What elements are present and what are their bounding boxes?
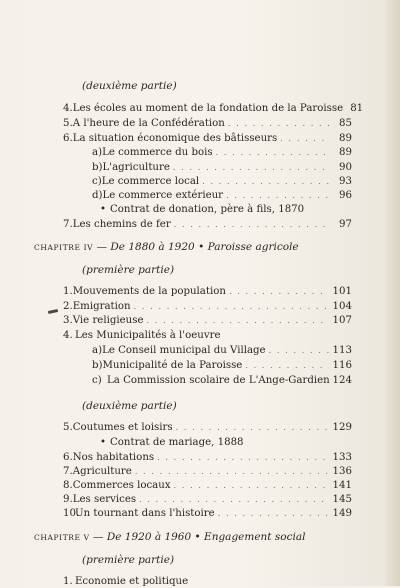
dot-leader: [202, 176, 329, 188]
dot-leader: [245, 360, 329, 372]
toc-entry-title: Le Conseil municipal du Village: [102, 345, 266, 356]
toc-entry-number: 10.: [63, 508, 80, 519]
toc-entry-page-number: 116: [332, 360, 352, 371]
chapter-title: — De 1880 à 1920 • Paroisse agricole: [93, 241, 299, 253]
toc-entry-number: d): [92, 190, 103, 201]
toc-entry-page-number: 141: [332, 480, 352, 491]
toc-entry-page-number: 107: [332, 315, 352, 326]
toc-entry-title: Un tournant dans l'histoire: [75, 508, 215, 519]
dot-leader: [269, 345, 329, 357]
toc-entry: [63, 452, 352, 464]
toc-entry: [63, 219, 352, 231]
toc-entry: [63, 466, 352, 478]
toc-entry-page-number: 124: [332, 375, 352, 386]
dot-leader: [146, 315, 329, 327]
toc-entry: [63, 315, 352, 327]
toc-entry-title: Le commerce local: [101, 176, 200, 187]
dot-leader: [157, 452, 329, 464]
toc-entry-page-number: 89: [339, 133, 352, 144]
toc-entry-title: Vie religieuse: [72, 315, 144, 326]
dot-leader: [173, 162, 329, 174]
dot-leader: [139, 494, 329, 506]
toc-entry-number: 8.: [63, 480, 73, 491]
toc-entry-title: Les services: [72, 494, 137, 505]
toc-entry: [63, 480, 352, 492]
toc-entry-page-number: 101: [332, 286, 352, 297]
toc-entry-title: Contrat de donation, père à fils, 1870: [110, 204, 305, 215]
toc-entry: [92, 162, 352, 174]
toc-entry-number: 5.: [63, 422, 73, 433]
toc-entry-number: 7.: [63, 466, 73, 477]
toc-entry-number: c): [92, 176, 102, 187]
toc-entry: [63, 422, 352, 434]
toc-entry: [63, 576, 352, 588]
chapter-heading: [34, 241, 299, 253]
toc-entry-number: 5.: [63, 118, 73, 129]
toc-entry-title: A l'heure de la Confédération: [72, 118, 225, 129]
part-heading: (deuxième partie): [82, 80, 177, 92]
toc-entry: [63, 103, 364, 115]
toc-entry-title: Emigration: [72, 301, 131, 312]
toc-entry-number: b): [92, 360, 103, 371]
toc-entry-number: c): [92, 375, 102, 386]
toc-entry-title: Les chemins de fer: [72, 219, 171, 230]
toc-entry-title: Economie et politique: [75, 576, 189, 587]
toc-entry-title: Contrat de mariage, 1888: [110, 437, 244, 448]
toc-entry-page-number: 133: [332, 452, 352, 463]
dot-leader: [174, 219, 329, 231]
toc-entry: [100, 437, 352, 449]
toc-entry-number: a): [92, 345, 103, 356]
toc-entry-number: 9.: [63, 494, 73, 505]
toc-entry-page-number: 97: [339, 219, 352, 230]
toc-entry-number: 4.: [63, 330, 73, 341]
toc-entry-page-number: 145: [332, 494, 352, 505]
toc-entry-number: 6.: [63, 133, 73, 144]
toc-entry-title: Le commerce du bois: [102, 147, 213, 158]
toc-entry-page-number: 96: [339, 190, 352, 201]
toc-entry: [92, 176, 352, 188]
toc-entry-number: a): [92, 147, 103, 158]
toc-entry-number: •: [100, 204, 107, 215]
toc-entry-page-number: 113: [332, 345, 352, 356]
toc-entry-number: •: [100, 437, 107, 448]
part-heading: (deuxième partie): [82, 400, 177, 412]
toc-entry-page-number: 89: [339, 147, 352, 158]
dot-leader: [135, 466, 329, 478]
toc-entry-number: 7.: [63, 219, 73, 230]
toc-entry-title: L'agriculture: [102, 162, 170, 173]
toc-entry-number: 1.: [63, 286, 73, 297]
toc-entry-page-number: 136: [332, 466, 352, 477]
toc-entry-title: Mouvements de la population: [72, 286, 226, 297]
chapter-number: CHAPITRE IV: [34, 243, 94, 252]
toc-entry-page-number: 104: [332, 301, 352, 312]
chapter-number: CHAPITRE V: [34, 533, 90, 542]
part-heading: (première partie): [82, 554, 175, 566]
toc-entry-page-number: 90: [339, 162, 352, 173]
page-gutter-shadow: [386, 0, 400, 586]
toc-entry-title: Les écoles au moment de la fondation de la Paroisse: [72, 103, 344, 114]
toc-entry: [63, 118, 352, 130]
toc-entry-page-number: 93: [339, 176, 352, 187]
toc-entry: [92, 360, 352, 372]
dot-leader: [176, 422, 329, 434]
toc-entry: [63, 494, 352, 506]
toc-entry: [63, 301, 352, 313]
toc-entry-title: Le commerce extérieur: [102, 190, 224, 201]
chapter-title: — De 1920 à 1960 • Engagement social: [89, 531, 306, 543]
dot-leader: [134, 301, 329, 313]
toc-entry-page-number: 85: [339, 118, 352, 129]
toc-entry-number: 1.: [63, 576, 73, 587]
toc-entry: [92, 345, 352, 357]
toc-entry: [100, 204, 352, 216]
dot-leader: [226, 190, 329, 202]
dot-leader: [218, 508, 329, 520]
toc-entry-title: Agriculture: [72, 466, 132, 477]
toc-entry: [63, 508, 352, 520]
toc-entry: [92, 190, 352, 202]
toc-entry-title: Les Municipalités à l'oeuvre: [75, 330, 221, 341]
pen-mark: [48, 309, 58, 314]
toc-entry-number: b): [92, 162, 103, 173]
dot-leader: [280, 133, 329, 145]
toc-entry-page-number: 81: [350, 103, 364, 114]
toc-entry: [63, 330, 352, 342]
dot-leader: [228, 118, 329, 130]
toc-entry-title: Commerces locaux: [72, 480, 171, 491]
dot-leader: [229, 286, 329, 298]
toc-entry-page-number: 129: [332, 422, 352, 433]
dot-leader: [216, 147, 329, 159]
toc-entry: [92, 147, 352, 159]
part-heading: (première partie): [82, 264, 175, 276]
toc-entry-title: Municipalité de la Paroisse: [102, 360, 243, 371]
toc-entry: [63, 286, 352, 298]
toc-entry-number: 3.: [63, 315, 73, 326]
toc-entry-number: 6.: [63, 452, 73, 463]
toc-entry-title: La Commission scolaire de L'Ange-Gardien: [107, 375, 330, 386]
toc-entry-number: 2.: [63, 301, 73, 312]
toc-entry: [63, 133, 352, 145]
dot-leader: [174, 480, 329, 492]
chapter-heading: [34, 531, 305, 543]
toc-entry: [92, 375, 352, 387]
toc-entry-title: La situation économique des bâtisseurs: [72, 133, 278, 144]
toc-entry-number: 4.: [63, 103, 73, 114]
toc-entry-title: Nos habitations: [72, 452, 155, 463]
toc-entry-page-number: 149: [332, 508, 352, 519]
toc-entry-title: Coutumes et loisirs: [72, 422, 173, 433]
